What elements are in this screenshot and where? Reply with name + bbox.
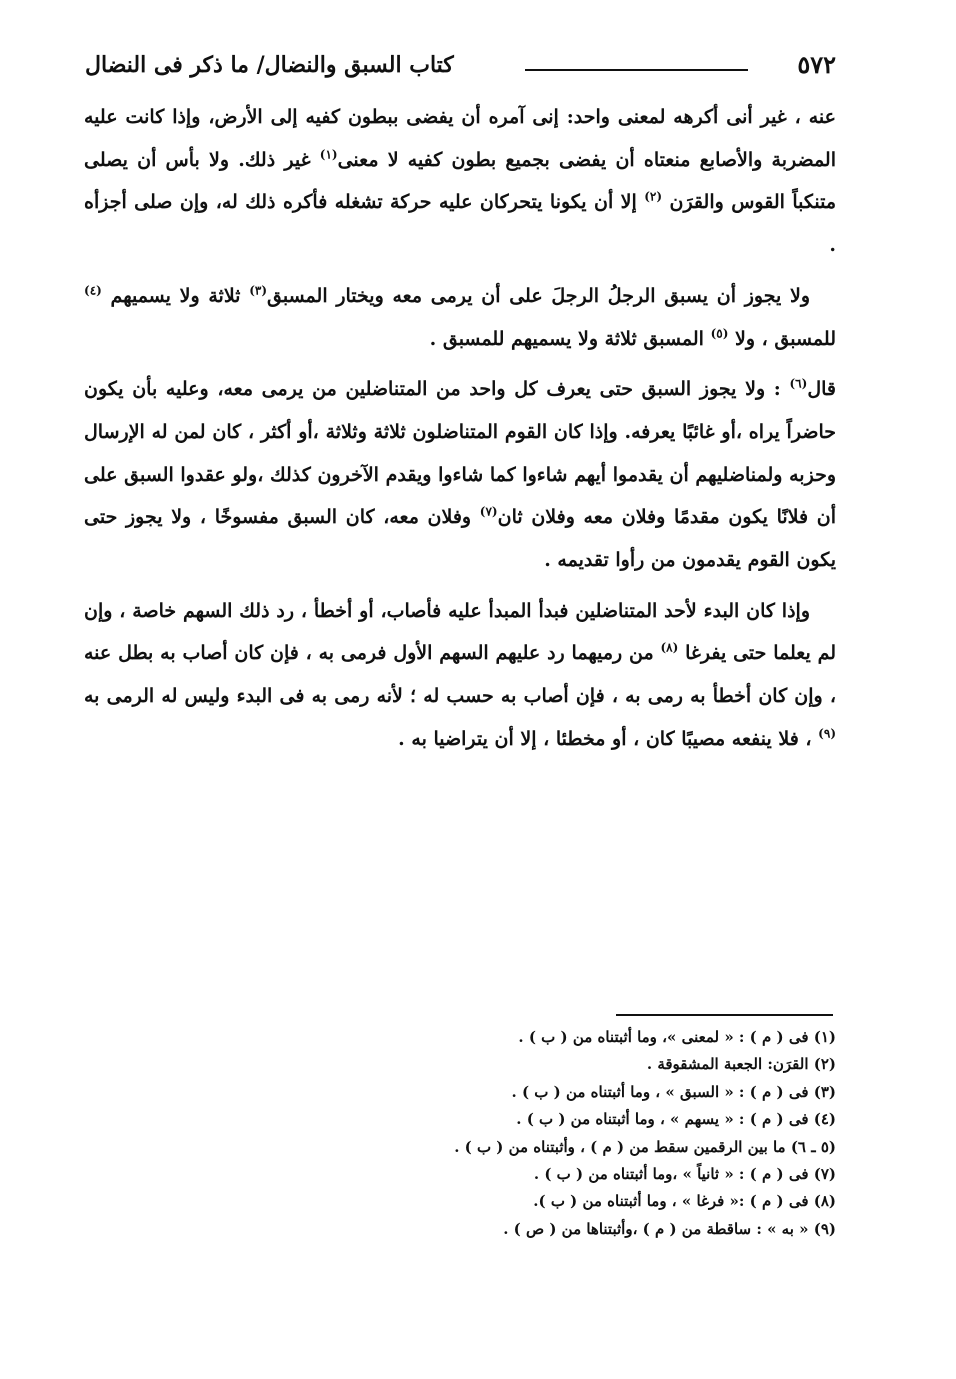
paragraph-2 bbox=[84, 275, 836, 360]
running-header bbox=[85, 48, 836, 88]
text-segment: ثلاثة ولا يسميهم bbox=[101, 284, 250, 307]
text-segment: وفلان معه، كان السبق مفسوخًا ، ولا يجوز حتى يكون القوم يقدمون من رأوا تقديمه . bbox=[84, 506, 836, 572]
footnote-ref-6: (٦) bbox=[789, 376, 808, 391]
footnote-ref-9: (٩) bbox=[818, 726, 836, 741]
text-segment: المسبق ثلاثة ولا يسميهم للمسبق . bbox=[429, 327, 711, 350]
main-text bbox=[84, 96, 836, 769]
text-segment: إلا أن يكونا يتحركان عليه حركة تشغله فأكره ذلك له، وإن صلى أجزأه . bbox=[84, 191, 836, 257]
footnote-separator bbox=[616, 1014, 833, 1016]
footnote-ref-1: (١) bbox=[319, 147, 338, 162]
paragraph-3 bbox=[84, 368, 836, 582]
footnote-3: (٣) فى ( م ) : « السبق » ، وما أثبتناه من ( ب ) . bbox=[511, 1082, 836, 1101]
footnote-8: (٨) فى ( م ) :« فرغا » ، وما أثبتناه من ( ب ). bbox=[533, 1192, 836, 1211]
header-rule bbox=[525, 69, 748, 71]
footnote-1: (١) فى ( م ) : « لمعنى »، وما أثبتناه من ( ب ) . bbox=[518, 1028, 836, 1046]
text-segment: : ولا يجوز السبق حتى يعرف كل واحد من المتناضلين من يرمى معه، وعليه بأن يكون حاضراً يراه ،أو غائبًا يعرفه. وإذا كان القوم المتناضلون ثلاثة وثلاثة ،أو أكثر ، كان لمن له الإرسال وحزبه ولمناضليهم أن يقدموا أيهم شاءوا كما شاءوا ويقدم الآخرون كذلك ،ولو عقدوا السبق على أن فلانًا يكون مقدمًا وفلان معه وفلان ثان bbox=[84, 378, 837, 529]
text-segment: غير ذلك. ولا بأس أن يصلى متنكباً القوس والقرَن bbox=[84, 148, 836, 214]
footnote-7: (٧) فى ( م ) : « ثانياً » ،وما أثبتناه من ( ب ) . bbox=[533, 1165, 836, 1184]
footnote-4: (٤) فى ( م ) : « يسهم » ، وما أثبتناه من ( ب ) . bbox=[516, 1110, 836, 1129]
footnote-5-6: (٥ ـ ٦) ما بين الرقمين سقط من ( م ) ، وأثبتناه من ( ب ) . bbox=[454, 1137, 836, 1156]
footnote-ref-3: (٣) bbox=[249, 283, 268, 298]
text-segment: وإذا كان البدء لأحد المتناضلين فبدأ المبدأ عليه فأصاب، أو أخطأ ، رد ذلك السهم خاصة ، وإن لم يعلما حتى يفرغا bbox=[84, 599, 836, 665]
page-number: ٥٧٢ bbox=[797, 50, 836, 79]
footnote-9: (٩) « به » : ساقطة من ( م ) ،وأثبتناها من ( ص ) . bbox=[503, 1219, 836, 1238]
text-segment: قال bbox=[807, 378, 836, 401]
footnote-ref-7: (٧) bbox=[479, 505, 498, 519]
text-segment: للمسبق ، ولا bbox=[728, 327, 836, 350]
paragraph-4 bbox=[84, 590, 836, 761]
running-title: كتاب السبق والنضال/ ما ذكر فى النضال bbox=[85, 52, 454, 78]
paragraph-1 bbox=[84, 96, 836, 267]
footnote-ref-8: (٨) bbox=[660, 641, 679, 656]
footnote-ref-2: (٢) bbox=[644, 190, 663, 205]
text-segment: ولا يجوز أن يسبق الرجلُ الرجلَ على أن يرمى معه ويختار المسبق bbox=[267, 284, 810, 307]
footnote-ref-4: (٤) bbox=[84, 283, 102, 298]
text-segment: من رميهما رد عليهم السهم الأول فرمى به ، فإن كان أصاب به بطل عنه ، وإن كان أخطأ به رمى به ، فإن أصاب به حسب له ؛ لأنه رمى به فى البدء وليس له الرمى به bbox=[84, 642, 836, 708]
footnotes-list bbox=[316, 1024, 836, 1243]
footnote-ref-5: (٥) bbox=[710, 326, 729, 341]
text-segment: عنه ، غير أنى أكرهه لمعنى واحد: إنى آمره أن يفضى ببطون كفيه إلى الأرض، وإذا كانت عليه المضربة والأصابع منعتاه أن يفضى بجميع بطون كفيه لا معنى bbox=[84, 106, 836, 171]
text-segment: ، فلا ينفعه مصيبًا كان ، أو مخطئا ، إلا أن يتراضيا به . bbox=[398, 727, 819, 750]
footnote-2: (٢) القرَن: الجعبة المشقوقة . bbox=[646, 1055, 836, 1074]
